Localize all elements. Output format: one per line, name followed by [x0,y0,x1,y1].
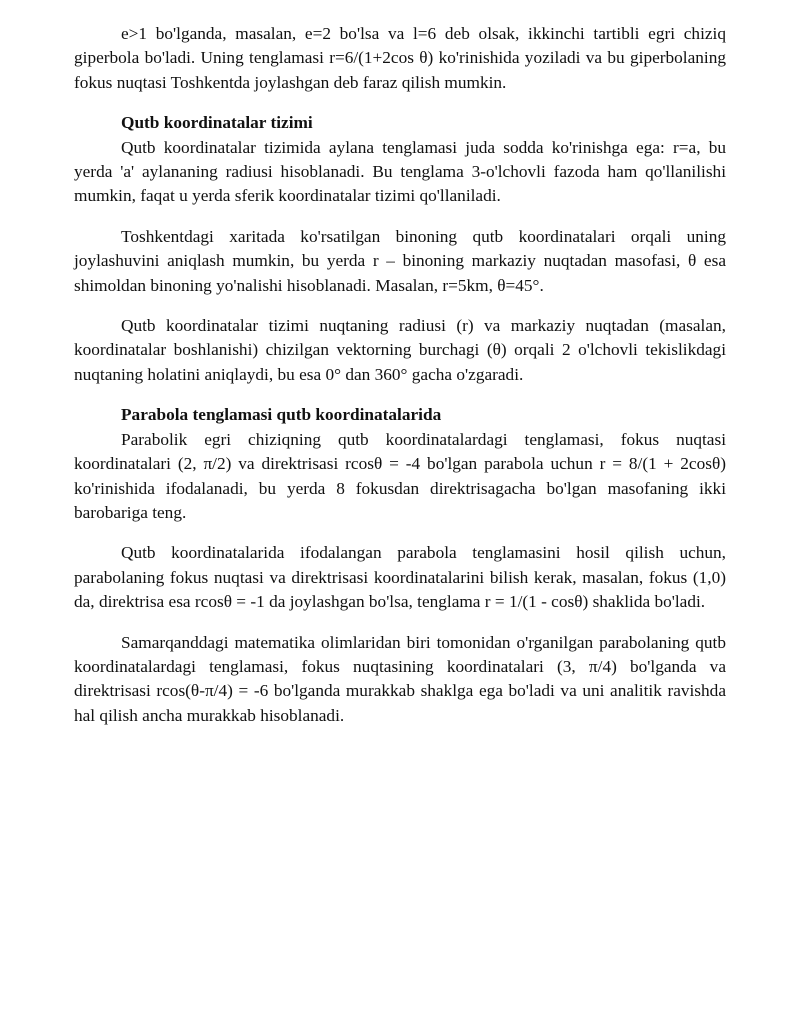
paragraph-parabola-example: Parabolik egri chiziqning qutb koordinatalardagi tenglamasi, fokus nuqtasi koordinatalari (2, π/2) va direktrisasi rcosθ = -4 bo'lgan parabola uchun r = 8/(1 + 2cosθ) ko'rinishida ifodalanadi, bu yerda 8 fokusdan direktrisagacha bo'lgan masofaning ikki barobariga teng. [74,429,726,522]
paragraph-polar-definition: Qutb koordinatalar tizimi nuqtaning radiusi (r) va markaziy nuqtadan (masalan, koordinatalar boshlanishi) chizilgan vektorning burchagi (θ) orqali 2 o'lchovli tekislikdagi nuqtaning holatini aniqlaydi, bu esa 0° dan 360° gacha o'zgaradi. [74,316,726,384]
paragraph-circle-equation: Qutb koordinatalar tizimida aylana tenglamasi juda sodda ko'rinishga ega: r=a, bu yerda 'a' aylananing radiusi hisoblanadi. Bu tenglama 3-o'lchovli fazoda ham qo'llanilishi mumkin, faqat u yerda sferik koordinatalar tizimi qo'llaniladi. [74,137,726,206]
paragraph-parabola-derivation: Qutb koordinatalarida ifodalangan parabola tenglamasini hosil qilish uchun, parabolaning fokus nuqtasi va direktrisasi koordinatalarini bilish kerak, masalan, fokus (1,0) da, direktrisa esa rcosθ = -1 da joylashgan bo'lsa, tenglama r = 1/(1 - cosθ) shaklida bo'ladi. [74,543,726,612]
section-heading-parabola-equation: Parabola tenglamasi qutb koordinatalarida [121,405,442,425]
document-page [74,22,726,728]
paragraph-tashkent-building: Toshkentdagi xaritada ko'rsatilgan binoning qutb koordinatalari orqali uning joylashuvini aniqlash mumkin, bu yerda r – binoning markaziy nuqtadan masofasi, θ esa shimoldan binoning yo'nalishi hisoblanadi. Masalan, r=5km, θ=45°. [74,226,726,295]
section-heading-polar-coordinates: Qutb koordinatalar tizimi [121,113,313,133]
intro-paragraph: e>1 bo'lganda, masalan, e=2 bo'lsa va l=6 deb olsak, ikkinchi tartibli egri chiziq giperbola bo'ladi. Uning tenglamasi r=6/(1+2cos θ) ko'rinishida yoziladi va bu giperbolaning fokus nuqtasi Toshkentda joylashgan deb faraz qilish mumkin. [74,24,726,92]
paragraph-samarkand-parabola: Samarqanddagi matematika olimlaridan biri tomonidan o'rganilgan parabolaning qutb koordinatalardagi tenglamasi, fokus nuqtasining koordinatalari (3, π/4) bo'lganda va direktrisasi rcos(θ-π/4) = -6 bo'lganda murakkab shaklga ega bo'ladi va uni analitik ravishda hal qilish ancha murakkab hisoblanadi. [74,632,726,725]
